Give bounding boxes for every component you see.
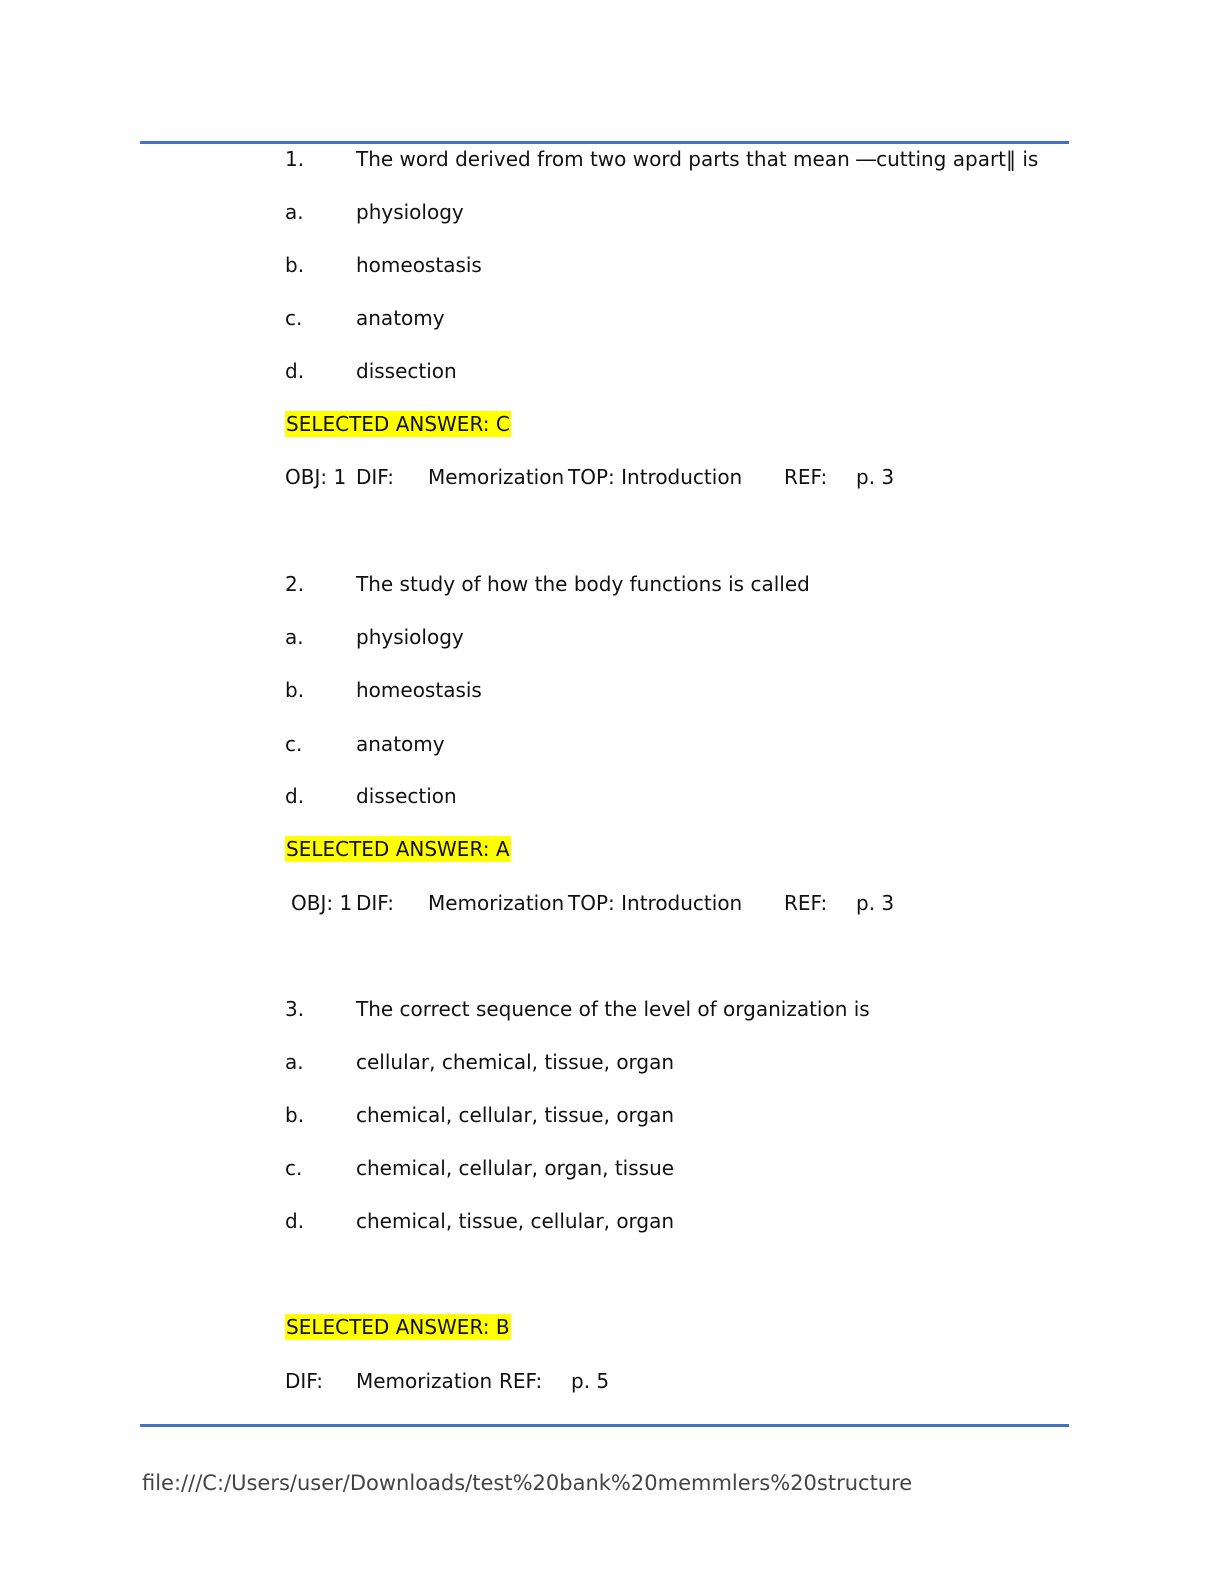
option-letter: a. [285, 1050, 304, 1074]
option-text: homeostasis [356, 678, 482, 702]
option-text: dissection [356, 359, 457, 383]
option-text: chemical, cellular, organ, tissue [356, 1156, 675, 1180]
footer-divider [140, 1424, 1069, 1427]
option-text: physiology [356, 625, 464, 649]
file-path-footer: file:///C:/Users/user/Downloads/test%20bank%20memmlers%20structure [142, 1471, 913, 1495]
option-letter: c. [285, 732, 303, 756]
option-text: anatomy [356, 732, 445, 756]
meta-dif-label: DIF: [356, 465, 394, 489]
selected-answer-1 [285, 411, 511, 437]
option-text: cellular, chemical, tissue, organ [356, 1050, 675, 1074]
meta-ref-label: REF: [784, 465, 828, 489]
selected-answer-3 [285, 1314, 511, 1340]
question-text: The correct sequence of the level of organization is [356, 997, 870, 1021]
meta-obj: OBJ: 1 [291, 891, 353, 915]
option-letter: b. [285, 1103, 305, 1127]
option-text: homeostasis [356, 253, 482, 277]
option-text: physiology [356, 200, 464, 224]
option-letter: b. [285, 253, 305, 277]
meta-ref-value: p. 3 [856, 891, 895, 915]
selected-answer-highlight: SELECTED ANSWER: C [286, 412, 510, 436]
option-letter: d. [285, 1209, 305, 1233]
option-letter: c. [285, 1156, 303, 1180]
question-number: 3. [285, 997, 305, 1021]
selected-answer-highlight: SELECTED ANSWER: A [286, 837, 510, 861]
meta-obj: OBJ: 1 [285, 465, 347, 489]
option-text: anatomy [356, 306, 445, 330]
meta-dif-value: Memorization [356, 1369, 493, 1393]
meta-topic: TOP: Introduction [568, 891, 743, 915]
question-number: 2. [285, 572, 305, 596]
meta-topic: TOP: Introduction [568, 465, 743, 489]
meta-dif-label: DIF: [356, 891, 394, 915]
meta-dif-label: DIF: [285, 1369, 323, 1393]
meta-dif-value: Memorization [428, 465, 565, 489]
meta-ref-label: REF: [499, 1369, 543, 1393]
question-number: 1. [285, 147, 305, 171]
header-divider [140, 141, 1069, 144]
meta-ref-label: REF: [784, 891, 828, 915]
option-letter: b. [285, 678, 305, 702]
option-letter: d. [285, 359, 305, 383]
meta-ref-value: p. 3 [856, 465, 895, 489]
option-letter: d. [285, 784, 305, 808]
question-text: The study of how the body functions is called [356, 572, 810, 596]
option-letter: c. [285, 306, 303, 330]
selected-answer-highlight: SELECTED ANSWER: B [286, 1315, 510, 1339]
selected-answer-2 [285, 836, 511, 862]
option-text: dissection [356, 784, 457, 808]
option-letter: a. [285, 625, 304, 649]
option-text: chemical, cellular, tissue, organ [356, 1103, 675, 1127]
option-letter: a. [285, 200, 304, 224]
meta-dif-value: Memorization [428, 891, 565, 915]
question-text: The word derived from two word parts that mean ―cutting apart‖ is [356, 147, 1039, 171]
meta-ref-value: p. 5 [571, 1369, 610, 1393]
option-text: chemical, tissue, cellular, organ [356, 1209, 675, 1233]
